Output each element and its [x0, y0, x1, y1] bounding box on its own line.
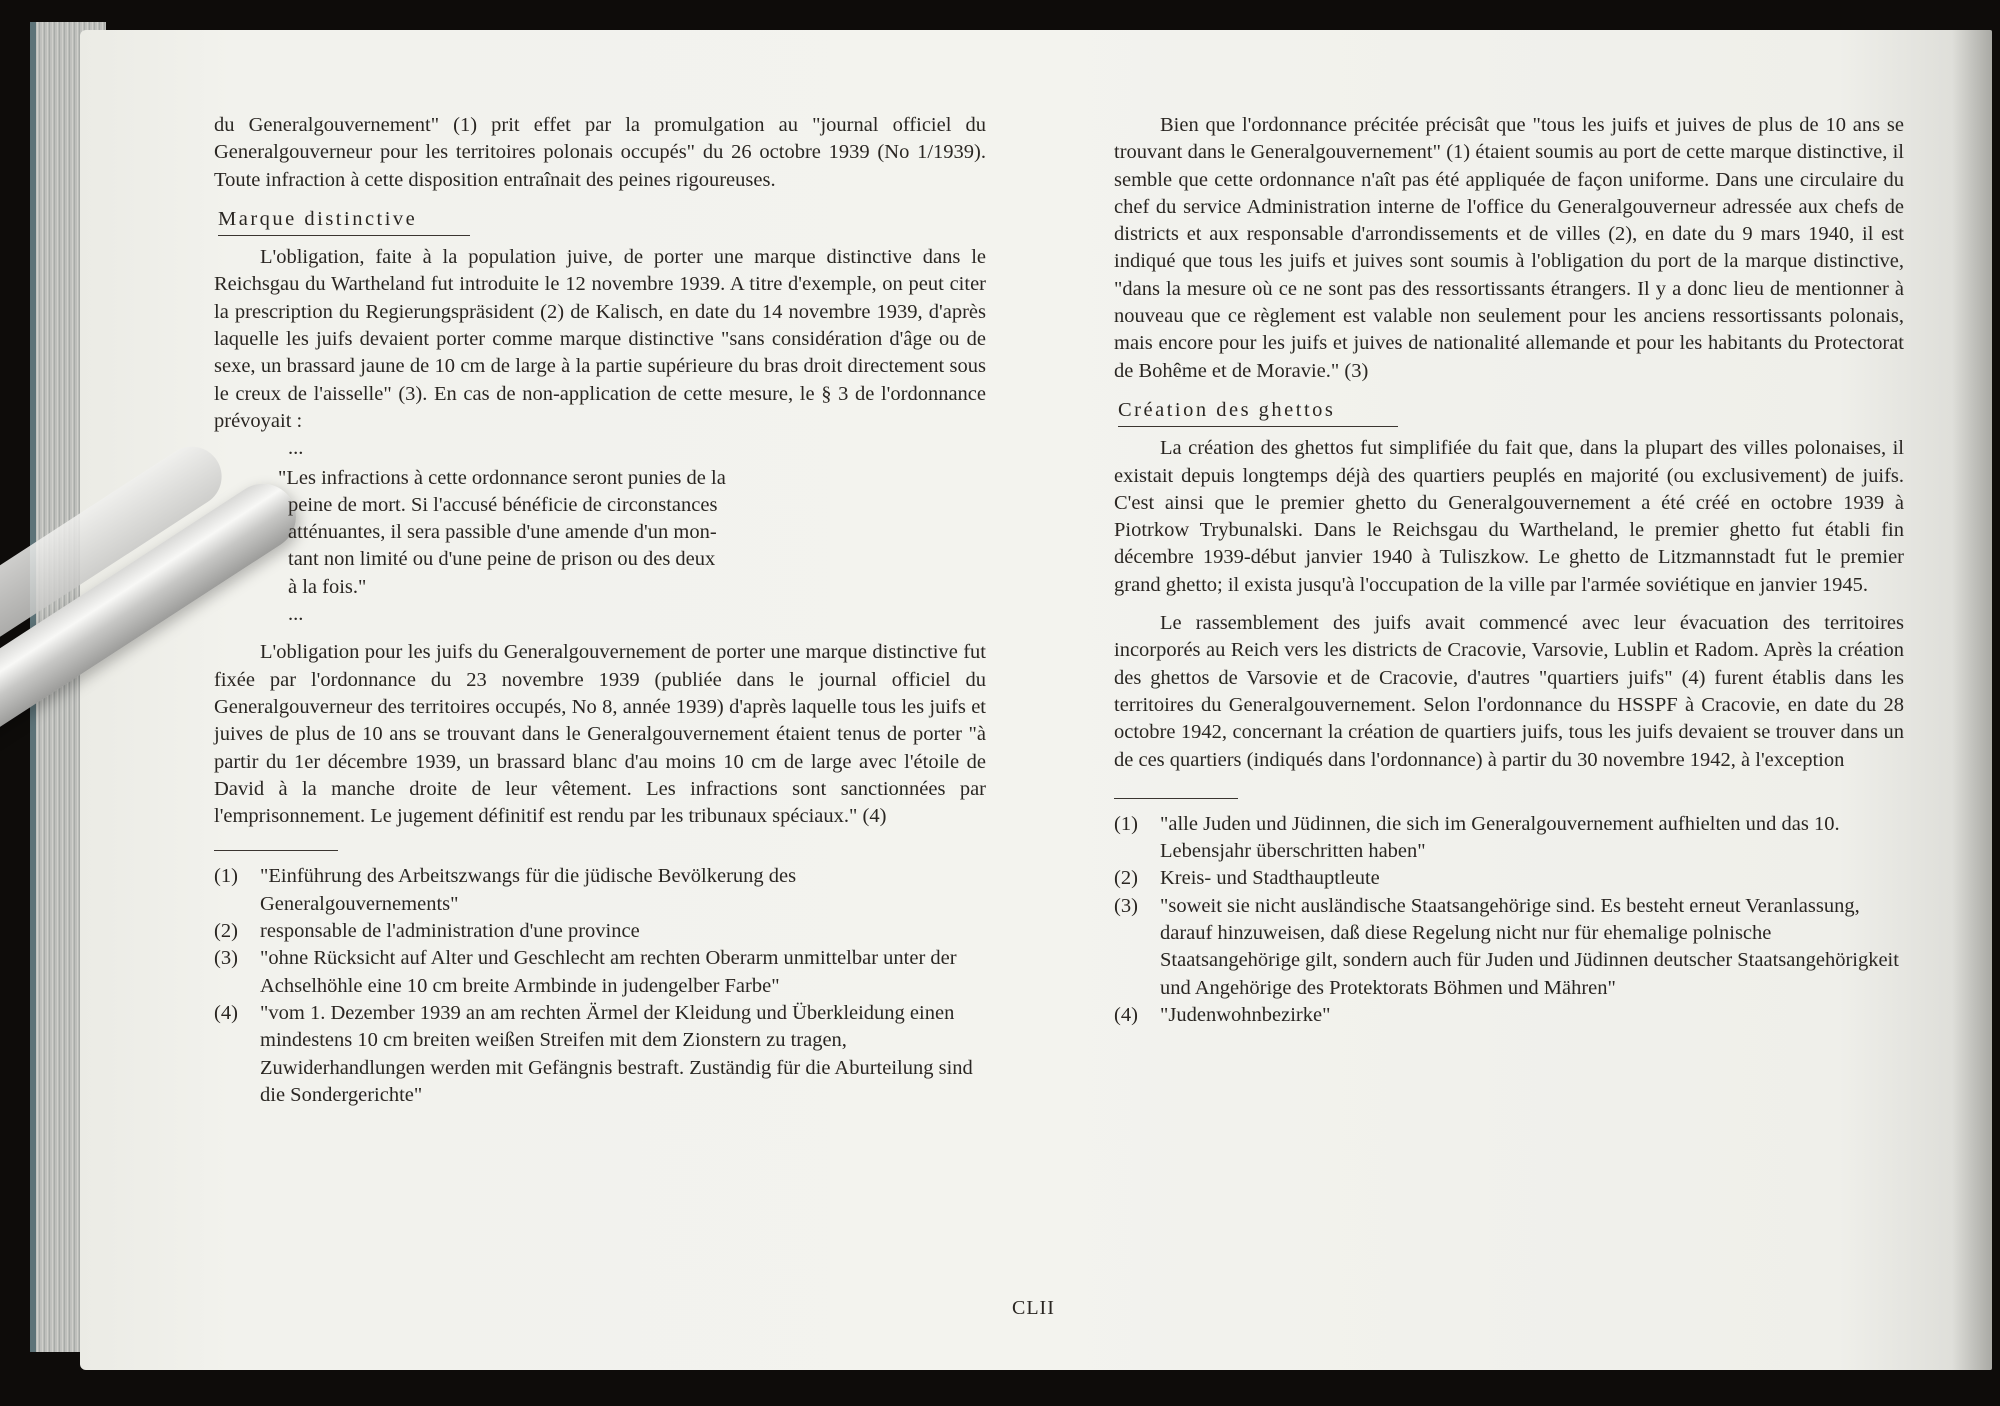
heading-text: Création des ghettos [1118, 398, 1336, 421]
quote-line: tant non limité ou d'une peine de prison ou des deux [288, 548, 716, 571]
footnote-text: "soweit sie nicht ausländische Staatsangehörige sind. Es besteht erneut Veranlassung, darauf hinzuweisen, daß diese Regelung nicht nur für ehemalige polnische Staatsangehörige gilt, sondern auch für Juden und Jüdinnen deutscher Staatsangehörigkeit und Angehörige des Protektorats Böhmen und Mähren" [1160, 894, 1899, 999]
right-column [1114, 112, 1904, 1029]
intro-paragraph: du Generalgouvernement" (1) prit effet par la promulgation au "journal officiel du Generalgouverneur pour les territoires polonais occupés" du 26 octobre 1939 (No 1/1939). Toute infraction à cette disposition entraînait des peines rigoureuses. [214, 114, 986, 191]
footnote-text: "Einführung des Arbeitszwangs für die jüdische Bevölkerung des Generalgouvernements" [260, 865, 797, 915]
footnote-number: (2) [1114, 867, 1138, 890]
footnote [1114, 1002, 1904, 1029]
section-heading-ghettos [1118, 397, 1904, 427]
footnote-number: (4) [1114, 1003, 1138, 1026]
quote-line: à la fois." [288, 575, 367, 598]
footnote-text: "alle Juden und Jüdinnen, die sich im Generalgouvernement aufhielten und das 10. Lebensjahr überschritten haben" [1160, 812, 1840, 863]
section-heading-marque [218, 206, 986, 236]
page-number: CLII [1012, 1297, 1055, 1319]
quote-line: atténuantes, il sera passible d'une amende d'un mon- [288, 521, 717, 544]
footnote [1114, 811, 1904, 866]
paragraph-creation-ghettos: La création des ghettos fut simplifiée du fait que, dans la plupart des villes polonaises, il existait depuis longtemps déjà des quartiers peuplés en majorité (ou exclusivement) de juifs. C'est ainsi que le premier ghetto du Generalgouvernement a été créé en octobre 1939 à Piotrkow Trybunalski. Dans le Reichsgau du Wartheland, le premier ghetto fut établi fin décembre 1939-début janvier 1940 à Tuliszkow. Le ghetto de Litzmannstadt fut le premier grand ghetto; il exista jusqu'à l'occupation de la ville par l'armée soviétique en janvier 1945. [1114, 437, 1904, 596]
paragraph-obligation-wartheland: L'obligation, faite à la population juive, de porter une marque distinctive dans le Reichsgau du Wartheland fut introduite le 12 novembre 1939. A titre d'exemple, on peut citer la prescription du Regierungspräsident (2) de Kalisch, en date du 14 novembre 1939, d'après laquelle les juifs devaient porter comme marque distinctive "sans considération d'âge ou de sexe, un brassard jaune de 10 cm de large à la partie supérieure du bras droit directement sous le creux de l'aisselle" (3). En cas de non-application de cette mesure, le § 3 de l'ordonnance prévoyait : [214, 246, 986, 432]
footnote-number: (3) [214, 947, 238, 970]
footnote-divider [1114, 798, 1238, 799]
footnote [214, 918, 986, 945]
paragraph-obligation-generalgouvernement: L'obligation pour les juifs du Generalgouvernement de porter une marque distinctive fut fixée par l'ordonnance du 23 novembre 1939 (publiée dans le journal officiel du Generalgouverneur des territoires occupés, No 8, année 1939) d'après laquelle tous les juifs et juives de plus de 10 ans se trouvant dans le Generalgouvernement étaient tenus de porter "à partir du 1er décembre 1939, un brassard blanc d'au moins 10 cm de large avec l'étoile de David à la manche droite de leur vêtement. Les infractions sont sanctionnées par l'emprisonnement. Le jugement définitif est rendu par les tribunaux spéciaux." (4) [214, 641, 986, 828]
footnote [214, 863, 986, 918]
quote-line: "Les infractions à cette ordonnance seront punies de la [278, 466, 726, 489]
footnote-text: "ohne Rücksicht auf Alter und Geschlecht am rechten Oberarm unmittelbar unter der Achselhöhle eine 10 cm breite Armbinde in judengelber Farbe" [260, 947, 957, 997]
footnote-number: (2) [214, 920, 238, 943]
heading-text: Marque distinctive [218, 207, 418, 230]
footnote-divider [214, 850, 338, 851]
paragraph-port-marque: Bien que l'ordonnance précitée précisât que "tous les juifs et juives de plus de 10 ans se trouvant dans le Generalgouvernement" (1) étaient soumis au port de cette marque distinctive, il semble que cette ordonnance n'aît pas été appliquée de façon uniforme. Dans une circulaire du chef du service Administration interne de l'office du Generalgouverneur adressée aux chefs de districts et aux responsable d'arrondissements et de villes (2), en date du 9 mars 1940, il est indiqué que tous les juifs et juives sont soumis à l'obligation du port de la marque distinctive, "dans la mesure où ce ne sont pas des ressortissants étrangers. Il y a donc lieu de mentionner à nouveau que ce règlement est valable non seulement pour les anciens ressortissants polonais, mais encore pour les juifs et juives de nationalité allemande et pour les habitants du Protectorat de Bohême et de Moravie." (3) [1114, 114, 1904, 382]
footnote-number: (4) [214, 1001, 238, 1024]
footnote-number: (1) [214, 865, 238, 888]
left-column [214, 112, 986, 1109]
quote-line: peine de mort. Si l'accusé bénéficie de circonstances [288, 493, 718, 516]
footnote [1114, 865, 1904, 892]
footnote-number: (3) [1114, 894, 1138, 917]
footnote [214, 945, 986, 1000]
footnote [214, 1000, 986, 1109]
paragraph-rassemblement: Le rassemblement des juifs avait commencé avec leur évacuation des territoires incorporés au Reich vers les districts de Cracovie, Varsovie, Lublin et Radom. Après la création des ghettos de Varsovie et de Cracovie, d'autres "quartiers juifs" (4) furent établis dans les territoires du Generalgouvernement. Selon l'ordonnance du HSSPF à Cracovie, en date du 28 octobre 1942, concernant la création de quartiers juifs, tous les juifs devaient se trouver dans un de ces quartiers (indiqués dans l'ordonnance) à partir du 30 novembre 1942, à l'exception [1114, 612, 1904, 771]
footnote-text: "Judenwohnbezirke" [1160, 1003, 1331, 1026]
heading-underline [218, 235, 470, 236]
footnote [1114, 893, 1904, 1002]
footnote-text: responsable de l'administration d'une province [260, 920, 640, 943]
quoted-ordinance [278, 465, 798, 601]
ellipsis-bottom: ... [288, 603, 304, 626]
footnote-number: (1) [1114, 812, 1138, 835]
ellipsis-top: ... [288, 437, 304, 460]
footnote-text: "vom 1. Dezember 1939 an am rechten Ärmel der Kleidung und Überkleidung einen mindestens 10 cm breiten weißen Streifen mit dem Zionstern zu tragen, Zuwiderhandlungen werden mit Gefängnis bestraft. Zuständig für die Aburteilung sind die Sondergerichte" [260, 1001, 973, 1106]
heading-underline [1118, 426, 1398, 427]
page-shadow [1952, 30, 1992, 1370]
footnote-text: Kreis- und Stadthauptleute [1160, 867, 1380, 890]
